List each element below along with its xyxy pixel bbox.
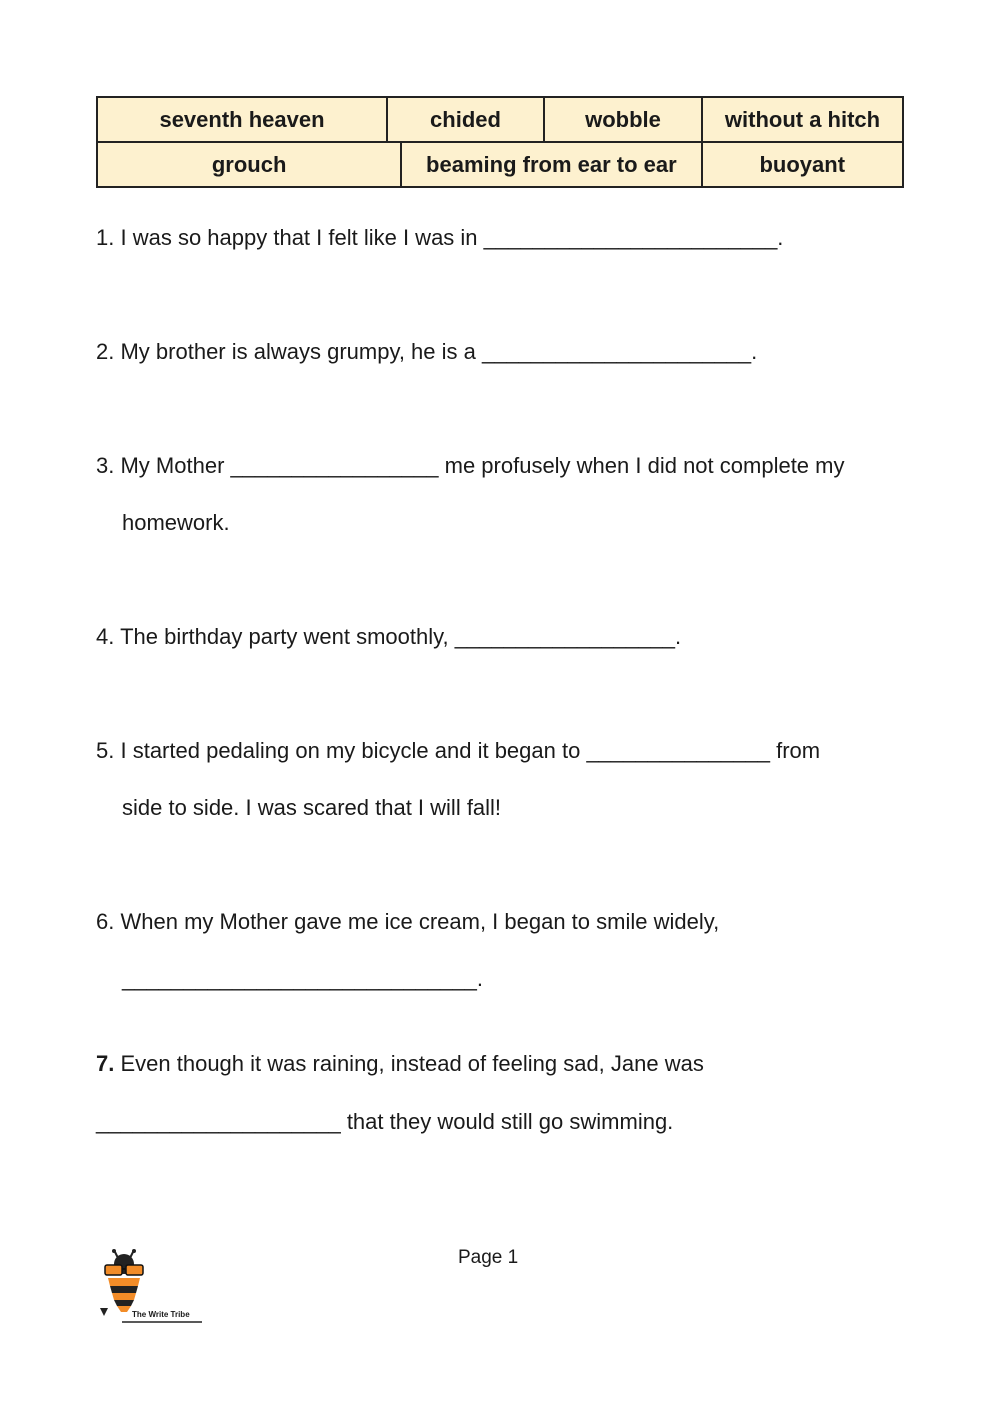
question-text-continued: homework. xyxy=(122,510,230,535)
question-text: My Mother _________________ me profusely when I did not complete my xyxy=(120,453,845,478)
question-number: 6. xyxy=(96,909,115,934)
word-bank-cell: beaming from ear to ear xyxy=(400,141,702,188)
word-bank-cell: seventh heaven xyxy=(96,96,388,143)
question-number: 7. xyxy=(96,1051,115,1076)
question-text: I started pedaling on my bicycle and it began to _______________ from xyxy=(120,738,821,763)
word-bank-cell: wobble xyxy=(543,96,703,143)
question-text-continued: ____________________ that they would still go swimming. xyxy=(96,1109,674,1134)
word-bank-row xyxy=(96,141,904,188)
word-bank-table xyxy=(96,96,904,188)
word-bank-cell: buoyant xyxy=(701,141,905,188)
question-number: 2. xyxy=(96,339,115,364)
question-text: The birthday party went smoothly, __________________. xyxy=(120,624,682,649)
question-7 xyxy=(96,1051,704,1077)
question-number: 1. xyxy=(96,225,115,250)
question-text: I was so happy that I felt like I was in ________________________. xyxy=(120,225,784,250)
question-5 xyxy=(96,738,820,764)
logo xyxy=(96,1248,208,1328)
question-number: 3. xyxy=(96,453,115,478)
question-number: 4. xyxy=(96,624,115,649)
question-text: Even though it was raining, instead of feeling sad, Jane was xyxy=(120,1051,704,1076)
word-bank-row xyxy=(96,96,904,143)
question-6 xyxy=(96,909,719,935)
question-text: My brother is always grumpy, he is a ______________________. xyxy=(120,339,758,364)
logo-wordmark: The Write Tribe xyxy=(132,1310,190,1319)
question-text: When my Mother gave me ice cream, I began to smile widely, xyxy=(120,909,720,934)
page-number: Page 1 xyxy=(458,1247,519,1268)
word-bank-cell: without a hitch xyxy=(701,96,904,143)
word-bank-cell: grouch xyxy=(96,141,402,188)
question-4 xyxy=(96,624,681,650)
question-text-continued: side to side. I was scared that I will fall! xyxy=(122,795,502,820)
word-bank-cell: chided xyxy=(386,96,545,143)
question-1 xyxy=(96,225,783,251)
question-number: 5. xyxy=(96,738,115,763)
question-text-continued: _____________________________. xyxy=(122,966,483,991)
question-2 xyxy=(96,339,757,365)
question-3 xyxy=(96,453,844,479)
